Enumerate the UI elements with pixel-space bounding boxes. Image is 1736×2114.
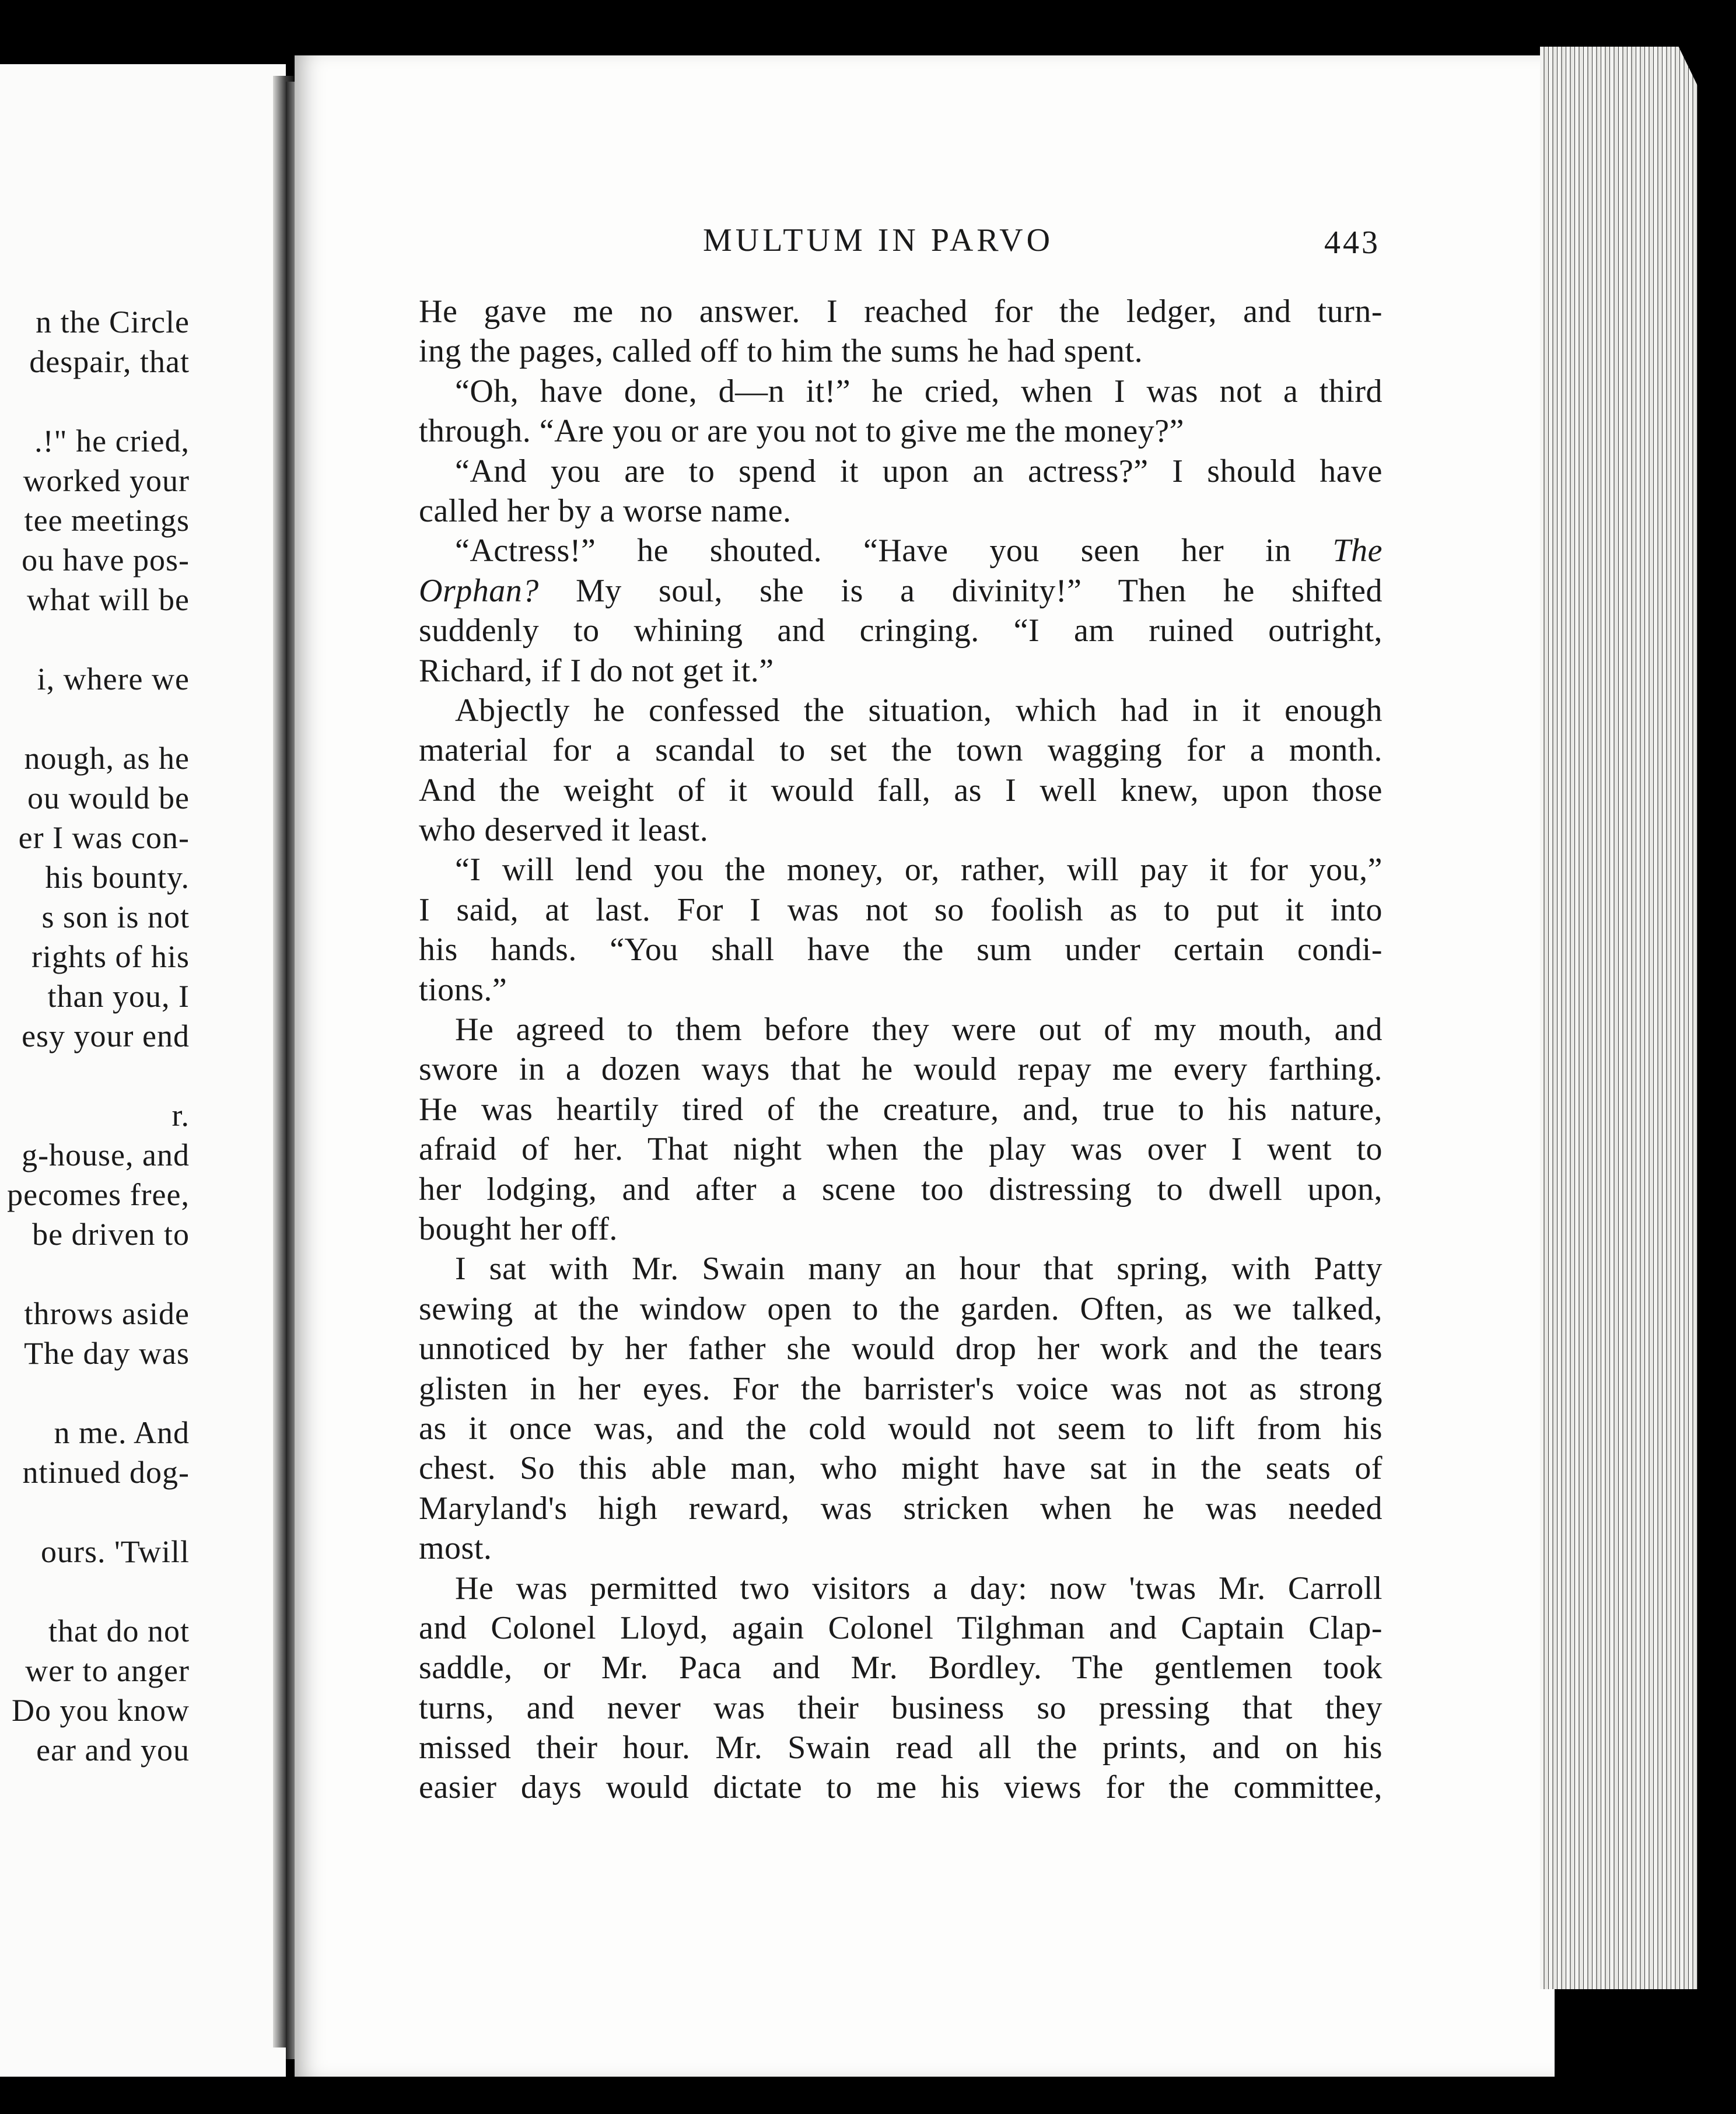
text-line: He agreed to them before they were out of my mouth, and [455,1012,1382,1048]
text-line: Richard, if I do not get it.” [419,652,774,689]
left-page-line: ntinued dog- [22,1455,190,1490]
left-page-line [0,1056,190,1096]
left-page-line: g-house, and [22,1138,190,1172]
text-line: sewing at the window open to the garden. Often, as we talked, [419,1290,1382,1327]
left-page-line: n me. And [54,1415,190,1450]
left-page-line: pecomes free, [7,1177,190,1212]
text-line: I said, at last. For I was not so foolish as to put it into [419,891,1382,928]
left-page-line: than you, I [47,979,190,1014]
text-line: most. [419,1530,492,1567]
left-page-line: n the Circle [36,304,190,340]
body-text [419,292,1382,1808]
text-line: suddenly to whining and cringing. “I am ruined outright, [419,612,1382,649]
left-page-line: s son is not [41,900,190,935]
text-line: “And you are to spend it upon an actress?” I should have [455,453,1382,489]
left-page-line [0,699,190,738]
left-page-line: his bounty. [45,860,190,895]
page-edges [1540,47,1698,1989]
left-page-line [0,382,190,421]
text-line: material for a scandal to set the town wagging for a month. [419,732,1382,769]
text-line: “Oh, have done, d—n it!” he cried, when I was not a third [455,373,1382,410]
text-line: He gave me no answer. I reached for the ledger, and turn- [419,293,1382,330]
text-line: turns, and never was their business so pressing that they [419,1689,1382,1726]
text-line: afraid of her. That night when the play was over I went to [419,1131,1382,1168]
text-line: I sat with Mr. Swain many an hour that spring, with Patty [455,1251,1382,1287]
left-page-line: rights of his [31,939,190,974]
text-line: “Actress!” he shouted. “Have you seen her in The [455,533,1382,569]
left-page-line: wer to anger [25,1653,190,1688]
running-head: MULTUM IN PARVO [703,222,1054,258]
text-line: easier days would dictate to me his views for the committee, [419,1769,1382,1806]
text-line: bought her off. [419,1210,618,1247]
left-page-line: er I was con- [18,820,190,855]
text-line: glisten in her eyes. For the barrister's voice was not as strong [419,1370,1382,1407]
left-page-line [0,620,190,659]
left-page-text [0,302,190,1770]
text-line: who deserved it least. [419,812,709,849]
page-number: 443 [1324,225,1380,261]
text-line: unnoticed by her father she would drop her work and the tears [419,1331,1382,1367]
left-page-line: i, where we [37,662,190,696]
left-page-line: throws aside [24,1296,190,1331]
text-line: ing the pages, called off to him the sums he had spent. [419,333,1143,370]
left-page-line: The day was [24,1336,190,1371]
left-page-line: tee meetings [24,503,190,538]
left-page-line: r. [172,1098,190,1133]
text-line: swore in a dozen ways that he would repay me every farthing. [419,1051,1382,1088]
left-page-line: nough, as he [24,741,190,776]
left-page-line: despair, that [29,344,190,379]
text-line: He was permitted two visitors a day: now 'twas Mr. Carroll [455,1570,1382,1606]
left-page-line: esy your end [22,1019,190,1054]
left-page-line: be driven to [32,1217,190,1252]
text-line: as it once was, and the cold would not seem to lift from his [419,1410,1382,1447]
text-line: and Colonel Lloyd, again Colonel Tilghman and Captain Clap- [419,1609,1382,1646]
left-page-line [0,1254,190,1294]
text-line: Maryland's high reward, was stricken when he was needed [419,1490,1382,1527]
left-page-line [0,1373,190,1413]
text-line: Orphan? My soul, she is a divinity!” Then he shifted [419,572,1382,609]
text-line: “I will lend you the money, or, rather, will pay it for you,” [455,852,1382,888]
text-line: And the weight of it would fall, as I well knew, upon those [419,772,1382,808]
text-line: chest. So this able man, who might have sat in the seats of [419,1450,1382,1487]
text-line: He was heartily tired of the creature, and, true to his nature, [419,1091,1382,1128]
left-page-line: .!" he cried, [34,424,190,459]
text-line: his hands. “You shall have the sum under certain condi- [419,932,1382,968]
text-line: through. “Are you or are you not to give me the money?” [419,413,1184,450]
left-page-line: ear and you [36,1732,190,1768]
left-page-line: ou would be [27,780,190,816]
left-page-line [0,1572,190,1611]
text-line: missed their hour. Mr. Swain read all the prints, and on his [419,1730,1382,1766]
text-line: Abjectly he confessed the situation, which had in it enough [455,692,1382,729]
left-page-line: that do not [48,1614,190,1648]
left-page-line: ou have pos- [22,542,190,578]
left-page-line [0,1492,190,1532]
left-page-line: what will be [27,582,190,617]
text-line: called her by a worse name. [419,492,792,529]
text-line: tions.” [419,971,508,1008]
left-page-line: Do you know [12,1693,190,1728]
text-line: saddle, or Mr. Paca and Mr. Bordley. The gentlemen took [419,1650,1382,1686]
left-page-line: ours. 'Twill [41,1534,190,1569]
left-page-line: worked your [23,463,190,498]
left-page [0,64,286,2077]
text-line: her lodging, and after a scene too distressing to dwell upon, [419,1171,1382,1208]
